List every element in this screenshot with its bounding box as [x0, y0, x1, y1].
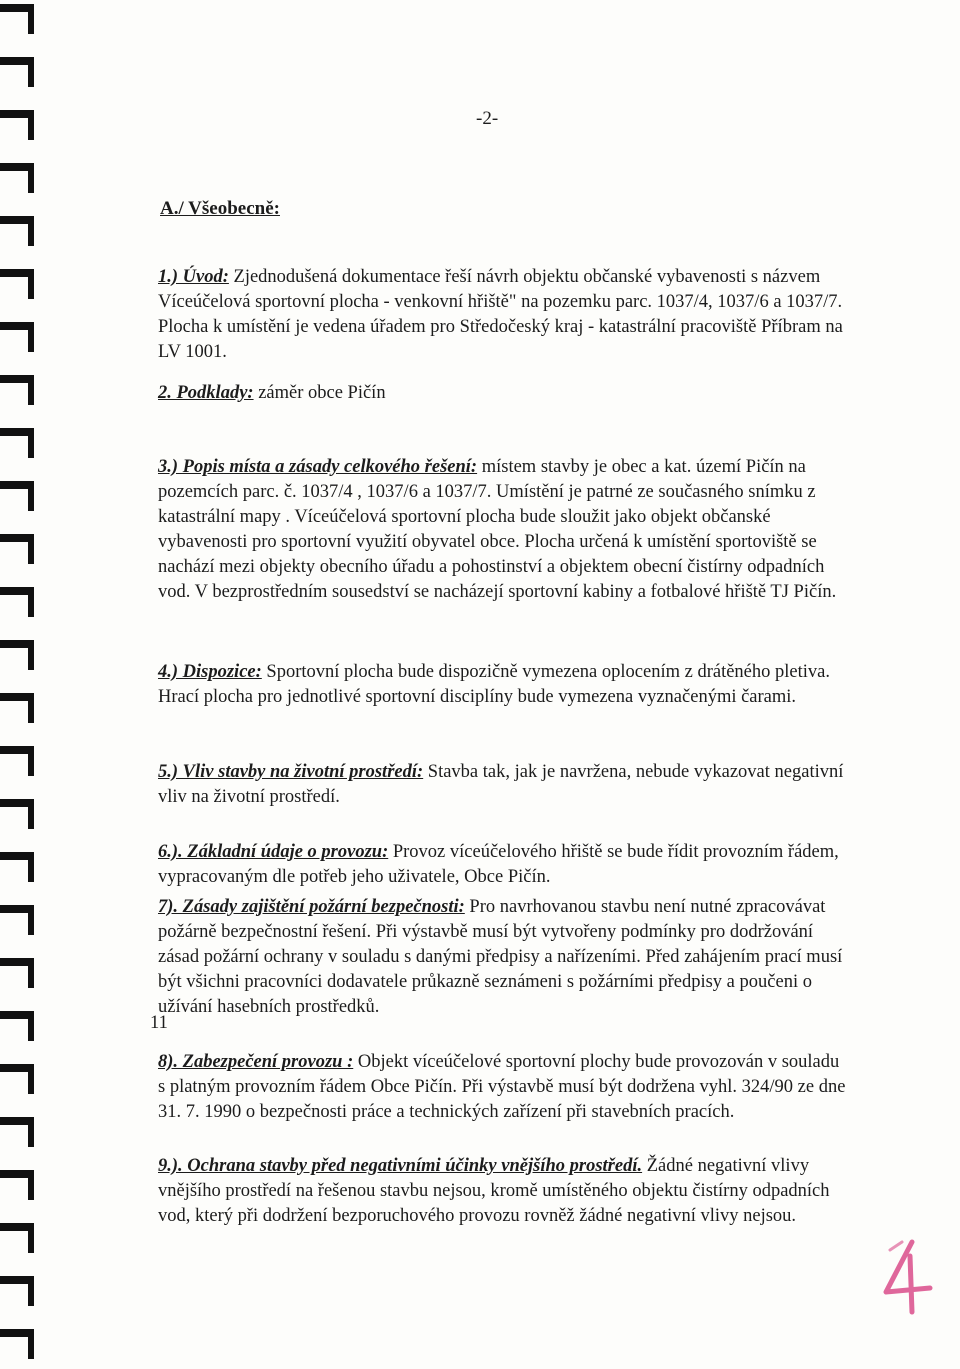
binding-hole	[0, 852, 34, 882]
binding-hole	[0, 322, 34, 352]
section-text: Sportovní plocha bude dispozičně vymezena oplocením z drátěného pletiva. Hrací plocha pro jednotlivé sportovní disciplíny bude vymezena vyznačenými čarami.	[158, 662, 830, 707]
section-heading: 6.). Základní údaje o provozu:	[158, 842, 389, 862]
section-2-podklady	[158, 381, 848, 406]
section-text: záměr obce Pičín	[253, 383, 386, 403]
binding-hole	[0, 1276, 34, 1306]
section-heading: 5.) Vliv stavby na životní prostředí:	[158, 762, 424, 782]
section-heading: 1.) Úvod:	[158, 267, 229, 287]
margin-number: 11	[150, 1013, 168, 1033]
section-9-ochrana	[158, 1154, 848, 1229]
page-number: -2-	[476, 108, 499, 129]
section-heading: 8). Zabezpečení provozu :	[158, 1052, 354, 1072]
section-text: Žádné negativní vlivy vnějšího prostředí na řešenou stavbu nejsou, kromě umístěného objektu čistírny odpadních vod, který při dodržení bezporuchového provozu rovněž žádné negativní vlivy nejsou.	[158, 1156, 830, 1226]
section-text: místem stavby je obec a kat. území Pičín na pozemcích parc. č. 1037/4 , 1037/6 a 1037/7. Umístění je patrné ze současného snímku z katastrální mapy . Víceúčelová sportovní plocha bude sloužit jako objekt občanské vybavenosti pro sportovní využití obyvatel obce. Plocha určená k umístění sportoviště se nachází mezi objekty obecního úřadu a pohostinství a objektem obecní čistírny odpadních vod. V bezprostředním sousedství se nacházejí sportovní kabiny a fotbalové hřiště TJ Pičín.	[158, 457, 837, 602]
binding-hole	[0, 958, 34, 988]
binding-hole	[0, 640, 34, 670]
binding-hole	[0, 1170, 34, 1200]
binding-hole	[0, 693, 34, 723]
section-6-provoz	[158, 840, 848, 890]
section-title: A./ Všeobecně:	[160, 198, 280, 219]
section-5-vliv	[158, 760, 848, 810]
binding-hole	[0, 1117, 34, 1147]
section-text: Zjednodušená dokumentace řeší návrh objektu občanské vybavenosti s názvem Víceúčelová sportovní plocha - venkovní hřiště" na pozemku parc. 1037/4, 1037/6 a 1037/7. Plocha k umístění je vedena úřadem pro Středočeský kraj - katastrální pracoviště Příbram na LV 1001.	[158, 267, 843, 362]
section-text: Stavba tak, jak je navržena, nebude vykazovat negativní vliv na životní prostředí.	[158, 762, 844, 807]
binding-hole	[0, 163, 34, 193]
section-heading: 7). Zásady zajištění požární bezpečnosti:	[158, 897, 465, 917]
binding-hole	[0, 534, 34, 564]
binding-hole	[0, 905, 34, 935]
binding-hole	[0, 216, 34, 246]
binding-hole	[0, 428, 34, 458]
handwritten-page-mark	[872, 1236, 938, 1316]
binding-hole	[0, 57, 34, 87]
section-8-zabezpeceni	[158, 1050, 848, 1125]
binding-hole	[0, 746, 34, 776]
binding-hole	[0, 481, 34, 511]
section-4-dispozice	[158, 660, 848, 710]
binding-hole	[0, 375, 34, 405]
binding-hole	[0, 1011, 34, 1041]
binding-hole	[0, 1329, 34, 1359]
binding-hole	[0, 110, 34, 140]
binding-hole	[0, 1064, 34, 1094]
section-heading: 4.) Dispozice:	[158, 662, 262, 682]
binding-hole	[0, 269, 34, 299]
section-text: Objekt víceúčelové sportovní plochy bude provozován v souladu s platným provozním řádem Obce Pičín. Při výstavbě musí být dodržena vyhl. 324/90 ze dne 31. 7. 1990 o bezpečnosti práce a technických zařízení při stavebních pracích.	[158, 1052, 846, 1122]
section-1-uvod	[158, 265, 848, 365]
section-heading: 3.) Popis místa a zásady celkového řešení:	[158, 457, 478, 477]
section-7-pozarni	[158, 895, 848, 1020]
binding-hole	[0, 799, 34, 829]
binding-holes	[0, 0, 48, 1369]
section-heading: 9.). Ochrana stavby před negativními účinky vnějšího prostředí.	[158, 1156, 643, 1176]
binding-hole	[0, 587, 34, 617]
section-heading: 2. Podklady:	[158, 383, 254, 403]
section-text: Provoz víceúčelového hřiště se bude řídit provozním řádem, vypracovaným dle potřeb jeho uživatele, Obce Pičín.	[158, 842, 839, 887]
binding-hole	[0, 1223, 34, 1253]
section-3-popis	[158, 455, 848, 605]
binding-hole	[0, 4, 34, 34]
section-text: Pro navrhovanou stavbu není nutné zpracovávat požárně bezpečnostní řešení. Při výstavbě musí být vytvořeny podmínky pro dodržování zásad požární ochrany v souladu s danými předpisy a nařízeními. Před zahájením prací musí být všichni pracovníci dodavatele průkazně seznámeni s požárními předpisy a poučeni o užívání hasebních prostředků.	[158, 897, 843, 1017]
